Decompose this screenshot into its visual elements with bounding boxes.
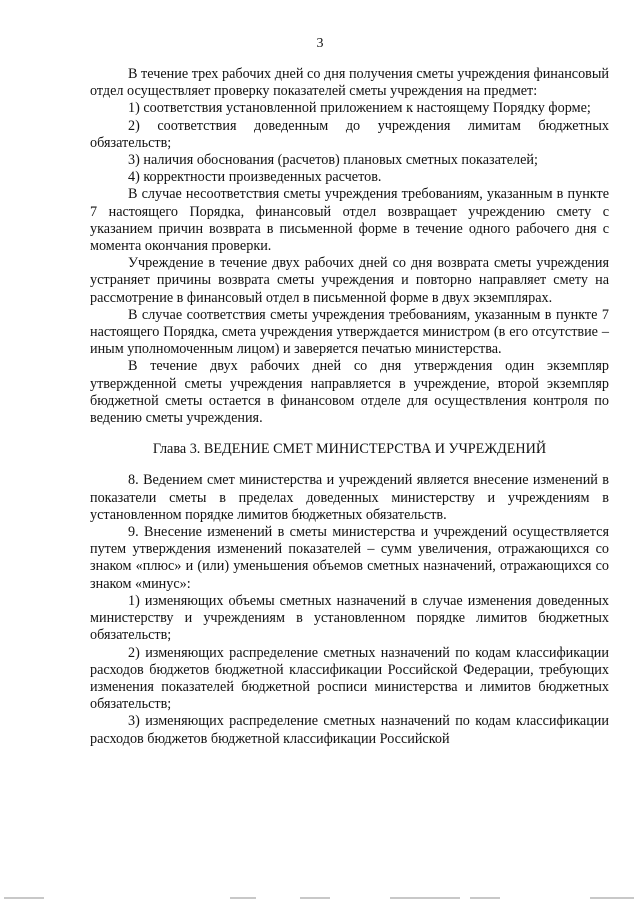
paragraph: В случае соответствия сметы учреждения требованиям, указанным в пункте 7 настоящего Порядка, смета учреждения утверждается министром (в его отсутствие – иным уполномоченным лицом) и заверяется печатью министерства. bbox=[90, 306, 609, 358]
page-number: 3 bbox=[316, 36, 324, 51]
paragraph: Учреждение в течение двух рабочих дней со дня возврата сметы учреждения устраняет причины возврата сметы учреждения и повторно направляет смету на рассмотрение в финансовый отдел в письменной форме в двух экземплярах. bbox=[90, 255, 609, 306]
paragraph: 9. Внесение изменений в сметы министерства и учреждений осуществляется путем утверждения изменений показателей – сумм увеличения, отражающихся со знаком «плюс» и (или) уменьшения объемов сметных назначений, отражающихся со знаком «минус»: bbox=[90, 524, 609, 592]
list-item: 1) изменяющих объемы сметных назначений в случае изменения доведенных министерству и учреждениям в установленном порядке лимитов бюджетных обязательств; bbox=[90, 592, 609, 644]
document-body bbox=[90, 66, 609, 748]
list-item: 3) изменяющих распределение сметных назначений по кодам классификации расходов бюджетов бюджетной классификации Российской bbox=[90, 713, 609, 747]
list-item: 2) изменяющих распределение сметных назначений по кодам классификации расходов бюджетов бюджетной классификации Российской Федерации, требующих изменения показателей бюджетной росписи министерства и лимитов бюджетных обязательств; bbox=[90, 644, 609, 713]
paragraph: 8. Ведением смет министерства и учреждений является внесение изменений в показатели сметы в пределах доведенных министерству и учреждениям в установленном порядке лимитов бюджетных обязательств. bbox=[90, 472, 609, 523]
list-item: 1) соответствия установленной приложением к настоящему Порядку форме; bbox=[128, 100, 591, 117]
paragraph: В случае несоответствия сметы учреждения требованиям, указанным в пункте 7 настоящего Порядка, финансовый отдел возвращает учреждению смету с указанием причин возврата в письменной форме в течение одного рабочего дня с момента окончания проверки. bbox=[90, 186, 609, 255]
paragraph: В течение двух рабочих дней со дня утверждения один экземпляр утвержденной сметы учреждения направляется в учреждение, второй экземпляр бюджетной сметы остается в финансовом отделе для осуществления контроля по ведению сметы учреждения. bbox=[90, 358, 609, 427]
chapter-heading: Глава 3. ВЕДЕНИЕ СМЕТ МИНИСТЕРСТВА И УЧРЕЖДЕНИЙ bbox=[152, 441, 547, 458]
list-item: 4) корректности произведенных расчетов. bbox=[128, 169, 382, 186]
paragraph: В течение трех рабочих дней со дня получения сметы учреждения финансовый отдел осуществляет проверку показателей сметы учреждения на предмет: bbox=[90, 66, 609, 100]
list-item: 2) соответствия доведенным до учреждения лимитам бюджетных обязательств; bbox=[90, 117, 609, 151]
list-item: 3) наличия обоснования (расчетов) плановых сметных показателей; bbox=[128, 152, 538, 169]
scan-artifact-marks bbox=[0, 895, 640, 901]
